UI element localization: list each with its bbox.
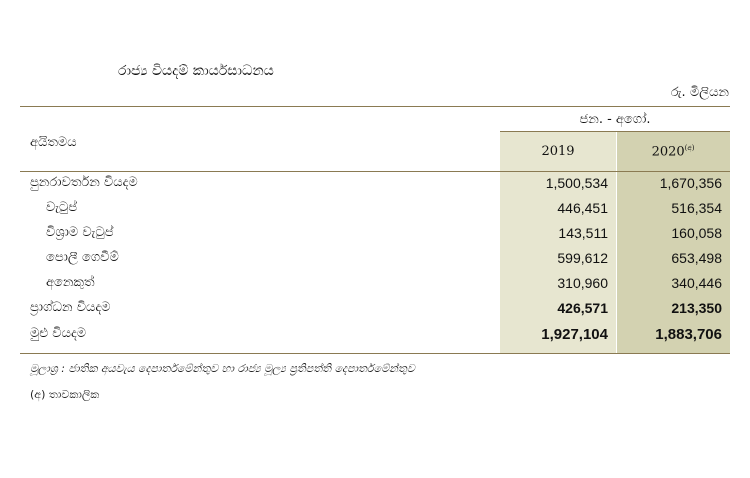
provisional-marker: (අ)	[684, 144, 695, 152]
value-2020: 340,446	[671, 275, 722, 291]
value-2020: 160,058	[671, 225, 722, 241]
value-2020: 516,354	[671, 200, 722, 216]
year-2019-header: 2019	[541, 144, 575, 159]
row-label: විශ්‍රාම වැටුප්	[46, 225, 114, 240]
table-row-total	[0, 326, 750, 351]
value-2020: 1,883,706	[655, 326, 722, 343]
row-label: මුළු වියදම	[30, 326, 87, 341]
row-label: පුනරාවර්තන වියදම	[30, 175, 138, 190]
value-2019: 143,511	[558, 225, 608, 241]
unit-label: රු. මිලියන	[670, 85, 729, 100]
top-rule	[20, 106, 730, 107]
value-2020: 653,498	[671, 250, 722, 266]
value-2019: 599,612	[557, 250, 608, 266]
value-2019: 446,451	[557, 200, 608, 216]
source-note: මූලාශ්‍ර : ජාතික අයවැය දෙපාර්තමේන්තුව හා රාජ්‍ය මූල්‍ය ප්‍රතිපත්ති දෙපාර්තමේන්තුව	[30, 362, 415, 375]
table-title: රාජ්‍ය වියදම් කාර්යසාධනය	[118, 63, 274, 79]
footnote: (අ) තාවකාලික	[30, 388, 100, 401]
table-row	[0, 175, 750, 200]
year-2020-header: $2020^{(අ)}$	[651, 144, 695, 160]
table-row	[0, 300, 750, 325]
table-row	[0, 225, 750, 250]
row-label: අනෙකුත්	[46, 275, 95, 290]
value-2020: 1,670,356	[659, 175, 722, 191]
row-label: පොලී ගෙවීම්	[46, 250, 119, 265]
row-label: ප්‍රාග්ධන වියදම	[30, 300, 111, 315]
value-2019: 426,571	[557, 300, 608, 316]
row-label: වැටුප්	[46, 200, 78, 215]
value-2020: 213,350	[671, 300, 722, 316]
table-row	[0, 250, 750, 275]
period-underline	[500, 131, 730, 132]
value-2019: 1,927,104	[541, 326, 608, 343]
header-rule	[20, 171, 730, 172]
value-2019: 310,960	[557, 275, 608, 291]
value-2019: 1,500,534	[545, 175, 608, 191]
table-row	[0, 275, 750, 300]
period-header: ජන. - අගෝ.	[579, 112, 651, 127]
table-row	[0, 200, 750, 225]
item-column-header: අයිතමය	[30, 135, 77, 150]
bottom-rule	[20, 353, 730, 354]
